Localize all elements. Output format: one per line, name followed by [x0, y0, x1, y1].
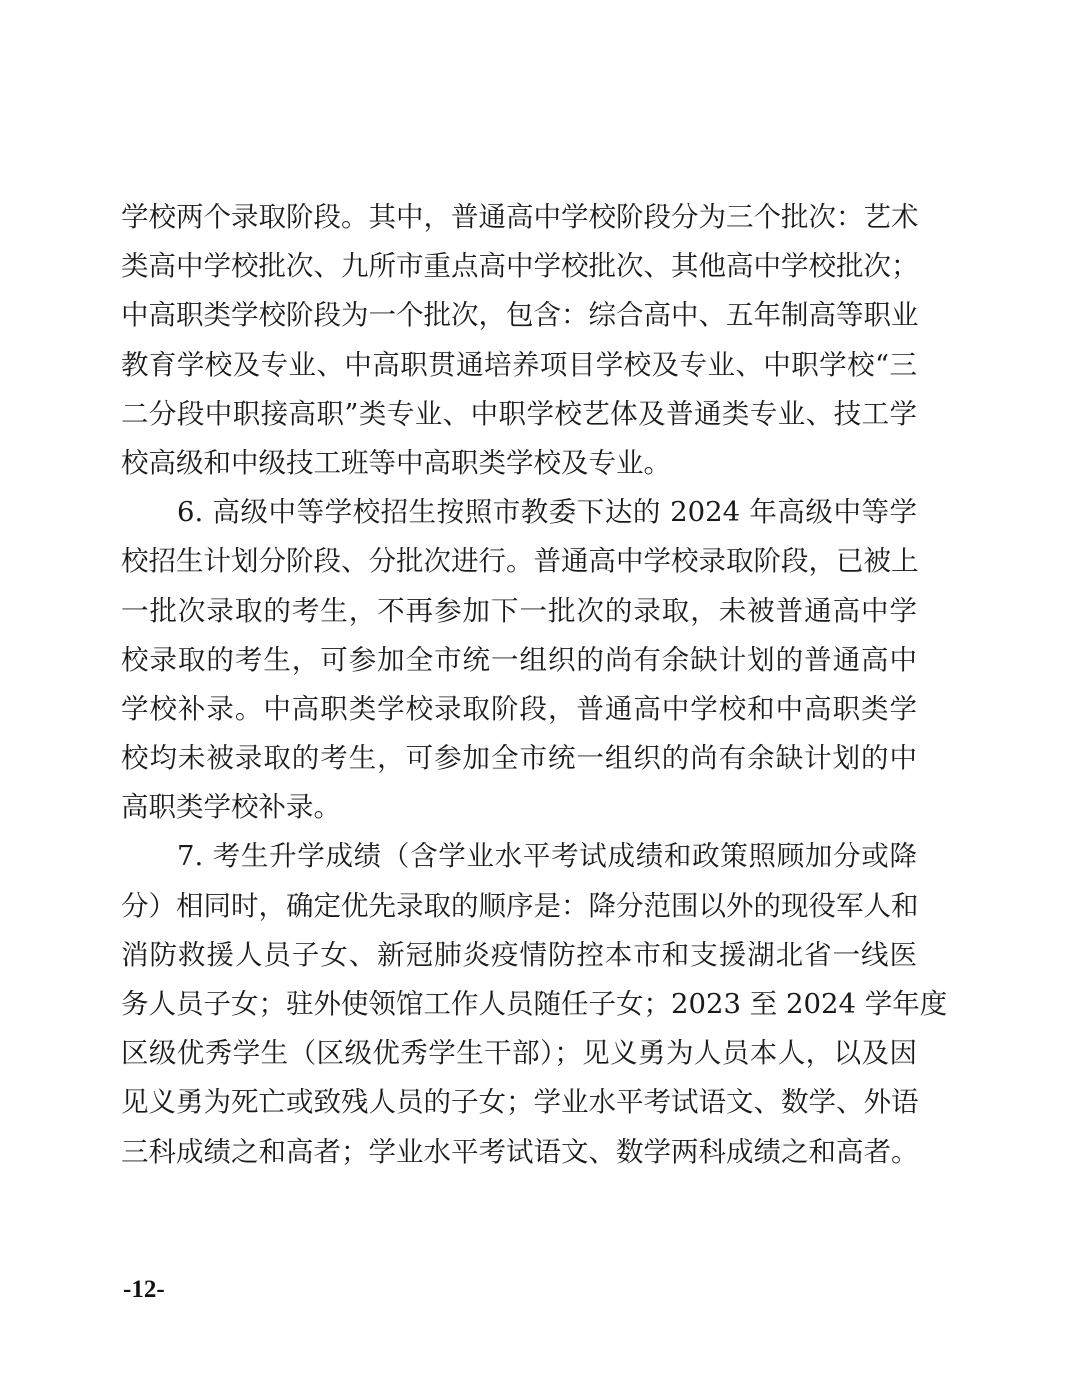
text-line: 一批次录取的考生，不再参加下一批次的录取，未被普通高中学: [121, 594, 917, 627]
text-line: 见义勇为死亡或致残人员的子女；学业水平考试语文、数学、外语: [121, 1086, 919, 1119]
text-line: 7. 考生升学成绩（含学业水平考试成绩和政策照顾加分或降: [177, 840, 917, 873]
paragraph-continuation: [121, 193, 917, 488]
text-line: 三科成绩之和高者；学业水平考试语文、数学两科成绩之和高者。: [121, 1135, 919, 1168]
text-line: 教育学校及专业、中高职贯通培养项目学校及专业、中职学校“三: [121, 348, 917, 381]
document-page: [121, 193, 948, 1177]
text-line: 区级优秀学生（区级优秀学生干部）；见义勇为人员本人，以及因: [121, 1037, 917, 1070]
text-line: 高职类学校补录。: [121, 791, 341, 824]
text-line: 学校补录。中高职类学校录取阶段，普通高中学校和中高职类学: [121, 692, 917, 725]
text-line: 中高职类学校阶段为一个批次，包含：综合高中、五年制高等职业: [121, 299, 919, 332]
page-number: -12-: [123, 1276, 165, 1303]
text-line: 校录取的考生，可参加全市统一组织的尚有余缺计划的普通高中: [121, 643, 917, 676]
text-line: 二分段中职接高职”类专业、中职学校艺体及普通类专业、技工学: [121, 397, 917, 430]
text-line: 类高中学校批次、九所市重点高中学校批次、其他高中学校批次；: [121, 250, 919, 283]
text-line: 6. 高级中等学校招生按照市教委下达的 2024 年高级中等学: [177, 496, 917, 529]
text-line: 学校两个录取阶段。其中，普通高中学校阶段分为三个批次：艺术: [121, 201, 919, 233]
text-line: 务人员子女；驻外使领馆工作人员随任子女；2023 至 2024 学年度: [121, 988, 948, 1020]
text-line: 校均未被录取的考生，可参加全市统一组织的尚有余缺计划的中: [121, 742, 917, 775]
text-line: 校高级和中级技工班等中高职类学校及专业。: [121, 446, 671, 479]
text-line: 消防救援人员子女、新冠肺炎疫情防控本市和支援湖北省一线医: [121, 938, 917, 971]
paragraph-item-6: [121, 488, 917, 832]
text-line: 分）相同时，确定优先录取的顺序是：降分范围以外的现役军人和: [121, 889, 919, 922]
paragraph-item-7: [121, 832, 948, 1176]
text-line: 校招生计划分阶段、分批次进行。普通高中学校录取阶段，已被上: [121, 545, 919, 578]
